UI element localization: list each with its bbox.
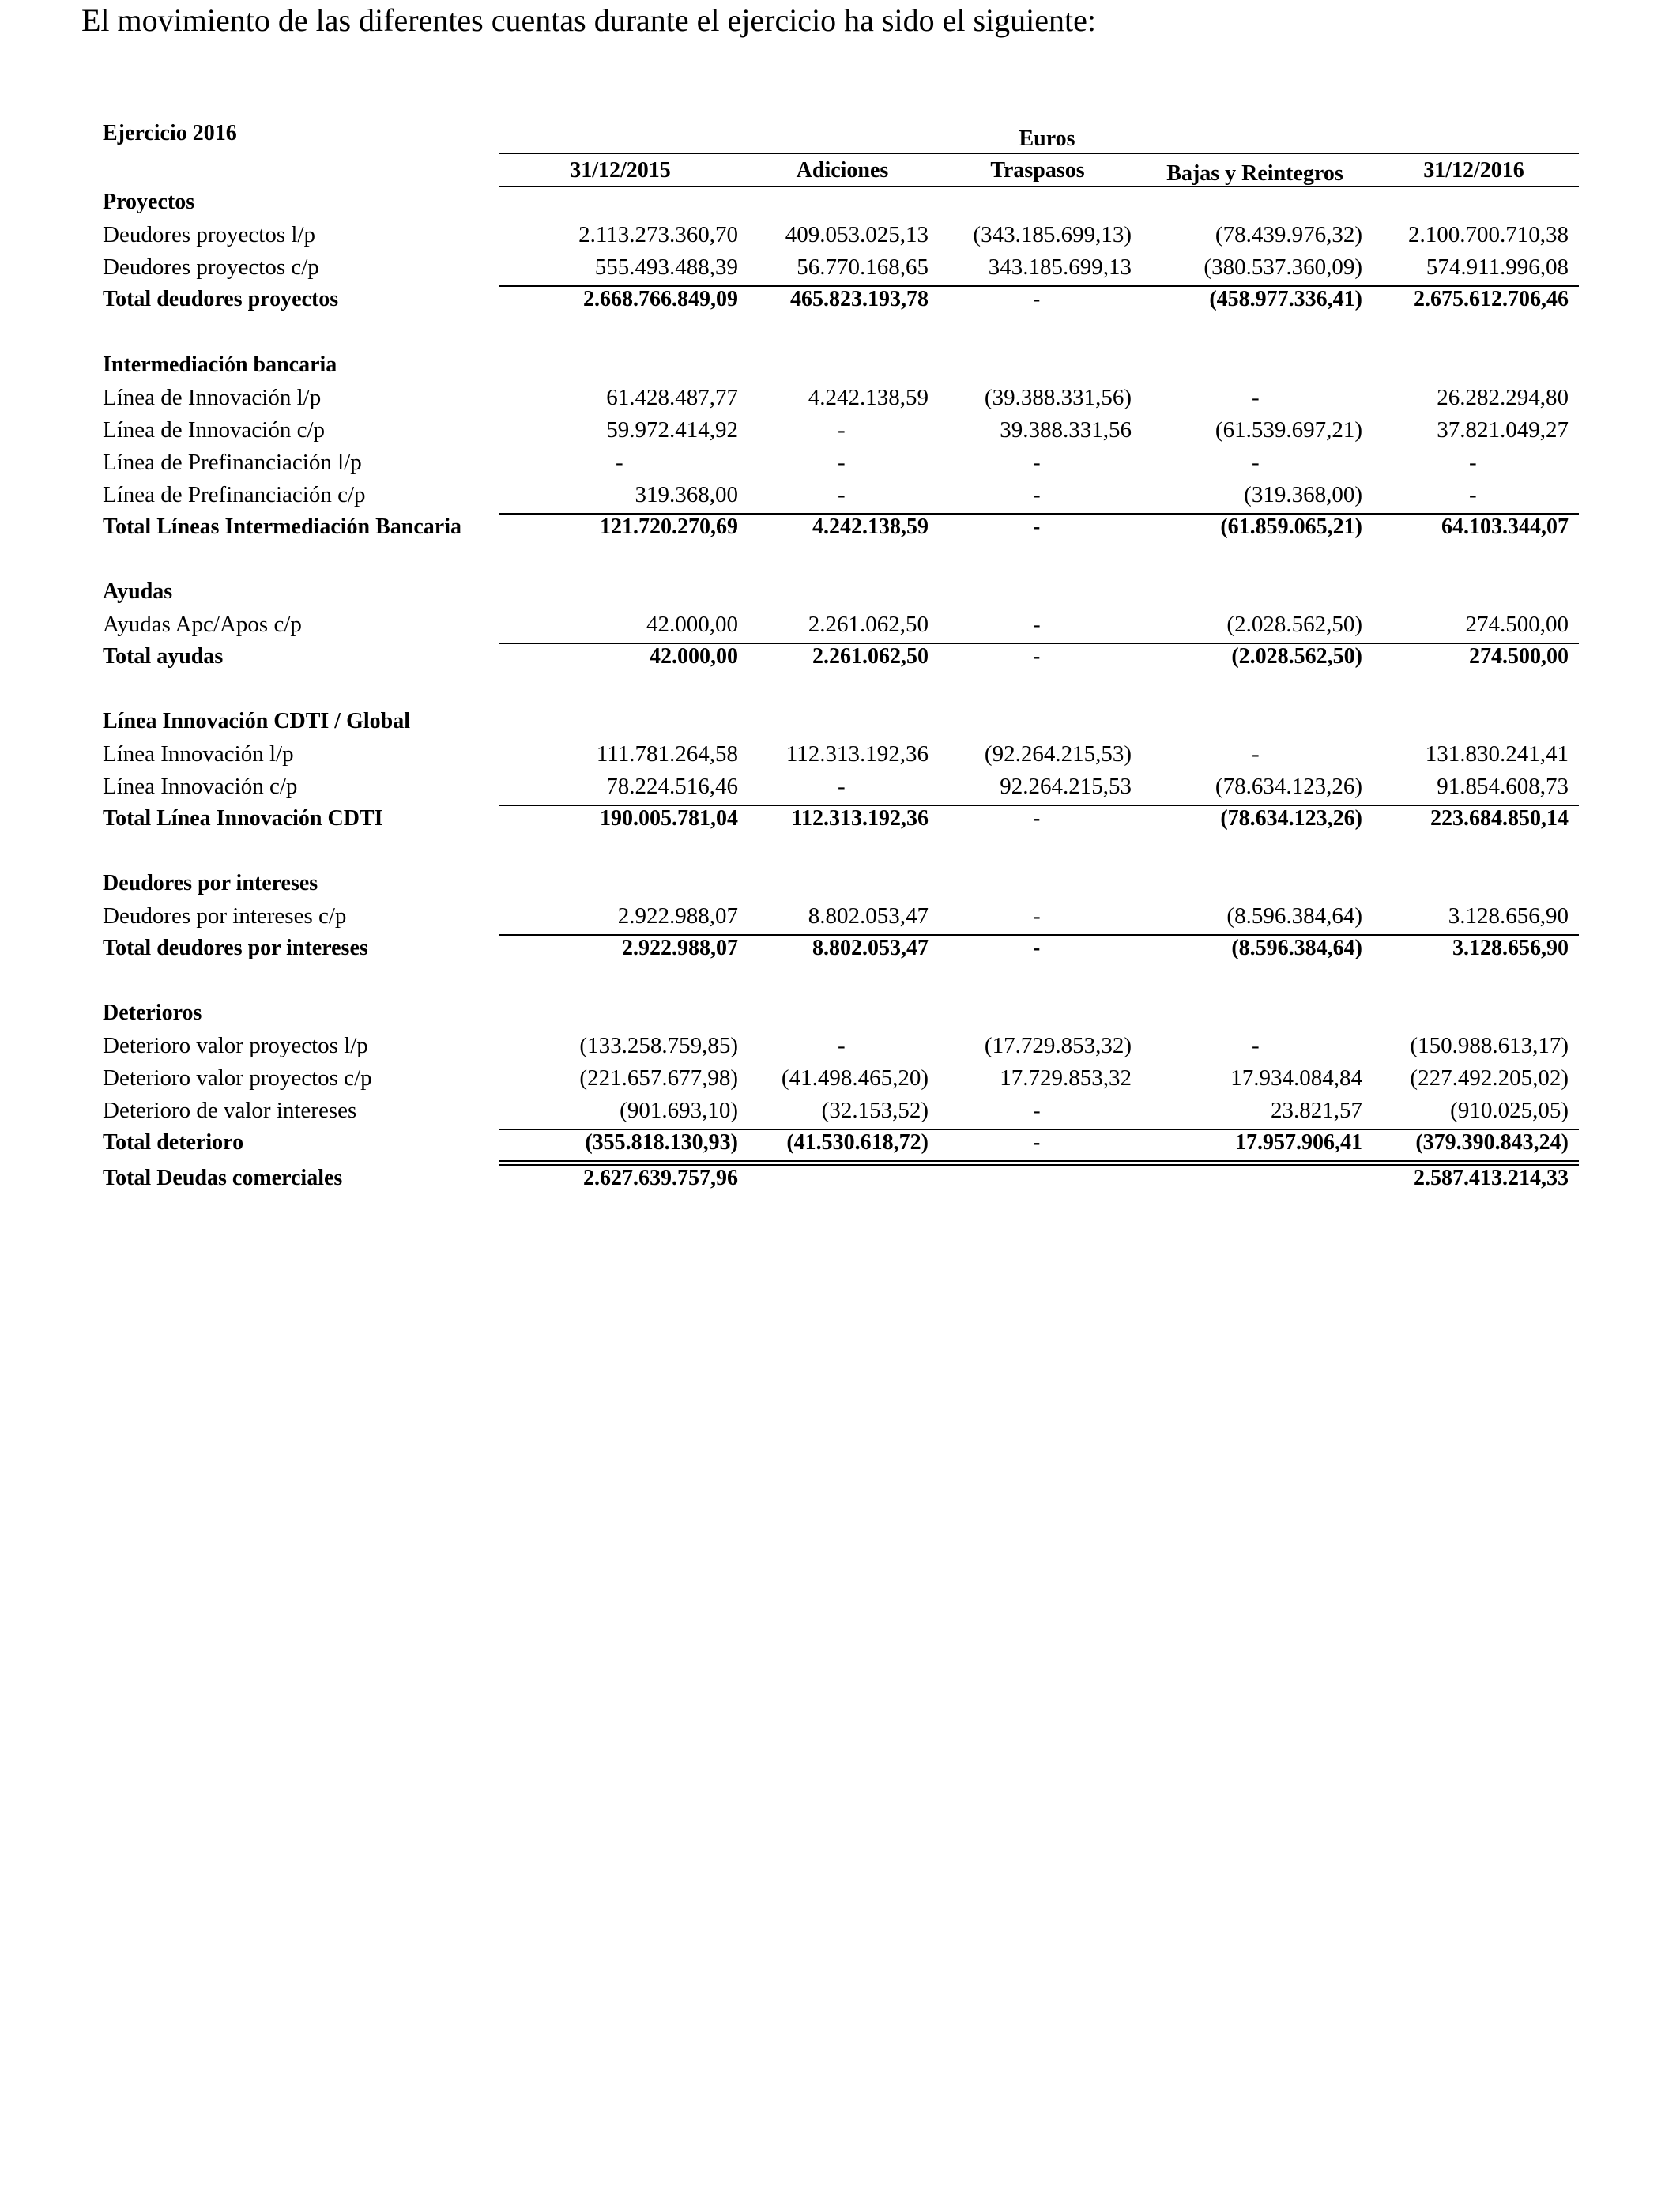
table-row	[0, 771, 1680, 801]
value-2016: -	[1469, 450, 1477, 475]
value-2015: (133.258.759,85)	[579, 1033, 738, 1058]
value-2015: 190.005.781,04	[600, 806, 738, 831]
row-label: Deterioro de valor intereses	[103, 1098, 357, 1123]
section-heading	[0, 998, 1680, 1028]
row-label: Línea de Prefinanciación c/p	[103, 482, 366, 507]
value-adiciones: 4.242.138,59	[808, 385, 929, 410]
value-2016: 91.854.608,73	[1437, 774, 1569, 799]
value-adiciones: 8.802.053,47	[808, 903, 929, 929]
value-bajas: (61.859.065,21)	[1220, 515, 1362, 539]
table-row	[0, 415, 1680, 445]
value-bajas: -	[1252, 1033, 1260, 1058]
value-2015: 78.224.516,46	[606, 774, 738, 799]
value-adiciones: 2.261.062,50	[808, 612, 929, 637]
row-label: Total deudores proyectos	[103, 287, 339, 311]
value-adiciones: -	[838, 450, 846, 475]
value-adiciones: 4.242.138,59	[812, 515, 929, 539]
value-traspasos: -	[1033, 287, 1041, 311]
value-2016: 131.830.241,41	[1425, 741, 1569, 767]
row-label: Total deterioro	[103, 1130, 244, 1155]
value-2015: -	[616, 450, 623, 475]
row-label: Deterioros	[103, 1001, 202, 1025]
total-row	[0, 804, 1680, 834]
value-2015: 42.000,00	[650, 644, 738, 669]
table-row	[0, 739, 1680, 769]
total-rule	[499, 934, 1579, 936]
value-bajas: (8.596.384,64)	[1226, 903, 1362, 929]
total-row	[0, 642, 1680, 672]
value-2016: 223.684.850,14	[1430, 806, 1569, 831]
value-bajas: -	[1252, 450, 1260, 475]
value-2016: (379.390.843,24)	[1415, 1130, 1569, 1155]
double-rule-top	[499, 1160, 1579, 1162]
value-traspasos: (17.729.853,32)	[984, 1033, 1132, 1058]
value-adiciones: (41.498.465,20)	[781, 1065, 929, 1091]
value-2016: 274.500,00	[1469, 644, 1569, 669]
value-bajas: (78.439.976,32)	[1215, 222, 1362, 247]
table-row	[0, 220, 1680, 250]
value-bajas: (380.537.360,09)	[1203, 254, 1362, 280]
row-label: Línea de Prefinanciación l/p	[103, 450, 362, 475]
value-bajas: 17.934.084,84	[1230, 1065, 1362, 1091]
header-top-rule	[499, 153, 1579, 154]
total-row	[0, 285, 1680, 315]
table-row	[0, 609, 1680, 639]
value-bajas: (78.634.123,26)	[1215, 774, 1362, 799]
value-2015: 111.781.264,58	[596, 741, 738, 767]
row-label: Intermediación bancaria	[103, 352, 337, 377]
section-heading	[0, 187, 1680, 217]
row-label: Deterioro valor proyectos c/p	[103, 1065, 372, 1091]
total-row	[0, 512, 1680, 542]
value-traspasos: 343.185.699,13	[988, 254, 1132, 280]
value-adiciones: (41.530.618,72)	[786, 1130, 929, 1155]
value-traspasos: -	[1033, 1098, 1041, 1123]
table-row	[0, 1031, 1680, 1061]
table-row	[0, 252, 1680, 282]
value-adiciones: 56.770.168,65	[797, 254, 929, 280]
value-2015: 319.368,00	[635, 482, 738, 507]
row-label: Línea de Innovación c/p	[103, 417, 326, 443]
value-bajas: (61.539.697,21)	[1215, 417, 1362, 443]
value-traspasos: (92.264.215,53)	[984, 741, 1132, 767]
total-rule	[499, 513, 1579, 515]
table-row	[0, 447, 1680, 477]
row-label: Deudores proyectos c/p	[103, 254, 319, 280]
total-row	[0, 933, 1680, 963]
row-label: Línea Innovación CDTI / Global	[103, 709, 410, 733]
total-rule	[499, 285, 1579, 287]
value-adiciones: -	[838, 482, 846, 507]
value-2015: 61.428.487,77	[606, 385, 738, 410]
value-2016: 274.500,00	[1465, 612, 1569, 637]
value-traspasos: 92.264.215,53	[1000, 774, 1132, 799]
row-label: Deudores proyectos l/p	[103, 222, 315, 247]
value-adiciones: 112.313.192,36	[791, 806, 929, 831]
table-row	[0, 480, 1680, 510]
value-traspasos: -	[1033, 644, 1041, 669]
value-2015: 2.113.273.360,70	[578, 222, 738, 247]
value-adiciones: 8.802.053,47	[812, 936, 929, 960]
value-traspasos: -	[1033, 450, 1041, 475]
row-label: Deudores por intereses c/p	[103, 903, 347, 929]
value-2016: (910.025,05)	[1450, 1098, 1569, 1123]
section-heading	[0, 350, 1680, 380]
section-heading	[0, 869, 1680, 899]
value-2015: (901.693,10)	[620, 1098, 738, 1123]
row-label: Ayudas Apc/Apos c/p	[103, 612, 302, 637]
value-2015: (221.657.677,98)	[579, 1065, 738, 1091]
value-bajas: -	[1252, 385, 1260, 410]
value-bajas: (319.368,00)	[1244, 482, 1362, 507]
value-2016: 2.587.413.214,33	[1414, 1166, 1569, 1190]
total-rule	[499, 643, 1579, 644]
value-2016: (150.988.613,17)	[1410, 1033, 1569, 1058]
value-2016: 3.128.656,90	[1452, 936, 1569, 960]
value-2015: 555.493.488,39	[594, 254, 738, 280]
total-row	[0, 1128, 1680, 1158]
row-label: Deterioro valor proyectos l/p	[103, 1033, 368, 1058]
value-bajas: (2.028.562,50)	[1231, 644, 1362, 669]
value-adiciones: 112.313.192,36	[785, 741, 929, 767]
value-traspasos: -	[1033, 515, 1041, 539]
value-adiciones: (32.153,52)	[821, 1098, 929, 1123]
table-row	[0, 383, 1680, 413]
value-2015: 2.922.988,07	[622, 936, 738, 960]
value-adiciones: 2.261.062,50	[812, 644, 929, 669]
grand-total-row	[0, 1163, 1680, 1193]
table-title: Ejercicio 2016	[103, 121, 237, 145]
value-2016: 2.675.612.706,46	[1414, 287, 1569, 311]
value-2015: (355.818.130,93)	[585, 1130, 738, 1155]
value-bajas: -	[1252, 741, 1260, 767]
row-label: Línea Innovación l/p	[103, 741, 294, 767]
table-row	[0, 1063, 1680, 1093]
section-heading	[0, 577, 1680, 607]
value-traspasos: -	[1033, 806, 1041, 831]
value-adiciones: 409.053.025,13	[785, 222, 929, 247]
section-heading	[0, 707, 1680, 737]
value-2016: 3.128.656,90	[1448, 903, 1569, 929]
row-label: Proyectos	[103, 190, 195, 214]
table-row	[0, 1095, 1680, 1125]
row-label: Total deudores por intereses	[103, 936, 368, 960]
value-2016: -	[1469, 482, 1477, 507]
row-label: Ayudas	[103, 579, 173, 604]
row-label: Total ayudas	[103, 644, 224, 669]
value-traspasos: (343.185.699,13)	[973, 222, 1132, 247]
row-label: Total Línea Innovación CDTI	[103, 806, 383, 831]
value-2016: 64.103.344,07	[1441, 515, 1569, 539]
value-adiciones: -	[838, 1033, 846, 1058]
total-rule	[499, 1129, 1579, 1130]
value-2015: 2.922.988,07	[617, 903, 738, 929]
value-traspasos: -	[1033, 482, 1041, 507]
value-traspasos: 39.388.331,56	[1000, 417, 1132, 443]
table-row	[0, 901, 1680, 931]
value-2015: 59.972.414,92	[606, 417, 738, 443]
value-bajas: (2.028.562,50)	[1226, 612, 1362, 637]
total-rule	[499, 805, 1579, 806]
value-bajas: (458.977.336,41)	[1209, 287, 1362, 311]
row-label: Deudores por intereses	[103, 871, 318, 895]
row-label: Línea Innovación c/p	[103, 774, 298, 799]
value-2015: 121.720.270,69	[600, 515, 738, 539]
value-2016: 26.282.294,80	[1437, 385, 1569, 410]
value-adiciones: -	[838, 774, 846, 799]
row-label: Total Líneas Intermediación Bancaria	[103, 515, 461, 539]
value-traspasos: -	[1033, 903, 1041, 929]
value-traspasos: -	[1033, 1130, 1041, 1155]
value-adiciones: -	[838, 417, 846, 443]
row-label: Total Deudas comerciales	[103, 1166, 343, 1190]
value-traspasos: 17.729.853,32	[1000, 1065, 1132, 1091]
value-2015: 42.000,00	[646, 612, 738, 637]
value-traspasos: -	[1033, 612, 1041, 637]
value-2015: 2.668.766.849,09	[583, 287, 738, 311]
value-bajas: (8.596.384,64)	[1231, 936, 1362, 960]
value-traspasos: -	[1033, 936, 1041, 960]
intro-text: El movimiento de las diferentes cuentas durante el ejercicio ha sido el siguiente:	[81, 2, 1097, 38]
value-adiciones: 465.823.193,78	[790, 287, 929, 311]
value-bajas: (78.634.123,26)	[1220, 806, 1362, 831]
value-traspasos: (39.388.331,56)	[984, 385, 1132, 410]
row-label: Línea de Innovación l/p	[103, 385, 322, 410]
value-2016: (227.492.205,02)	[1410, 1065, 1569, 1091]
value-2016: 574.911.996,08	[1426, 254, 1569, 280]
value-bajas: 17.957.906,41	[1235, 1130, 1362, 1155]
value-bajas: 23.821,57	[1271, 1098, 1362, 1123]
value-2016: 37.821.049,27	[1437, 417, 1569, 443]
value-2016: 2.100.700.710,38	[1408, 222, 1569, 247]
value-2015: 2.627.639.757,96	[583, 1166, 738, 1190]
